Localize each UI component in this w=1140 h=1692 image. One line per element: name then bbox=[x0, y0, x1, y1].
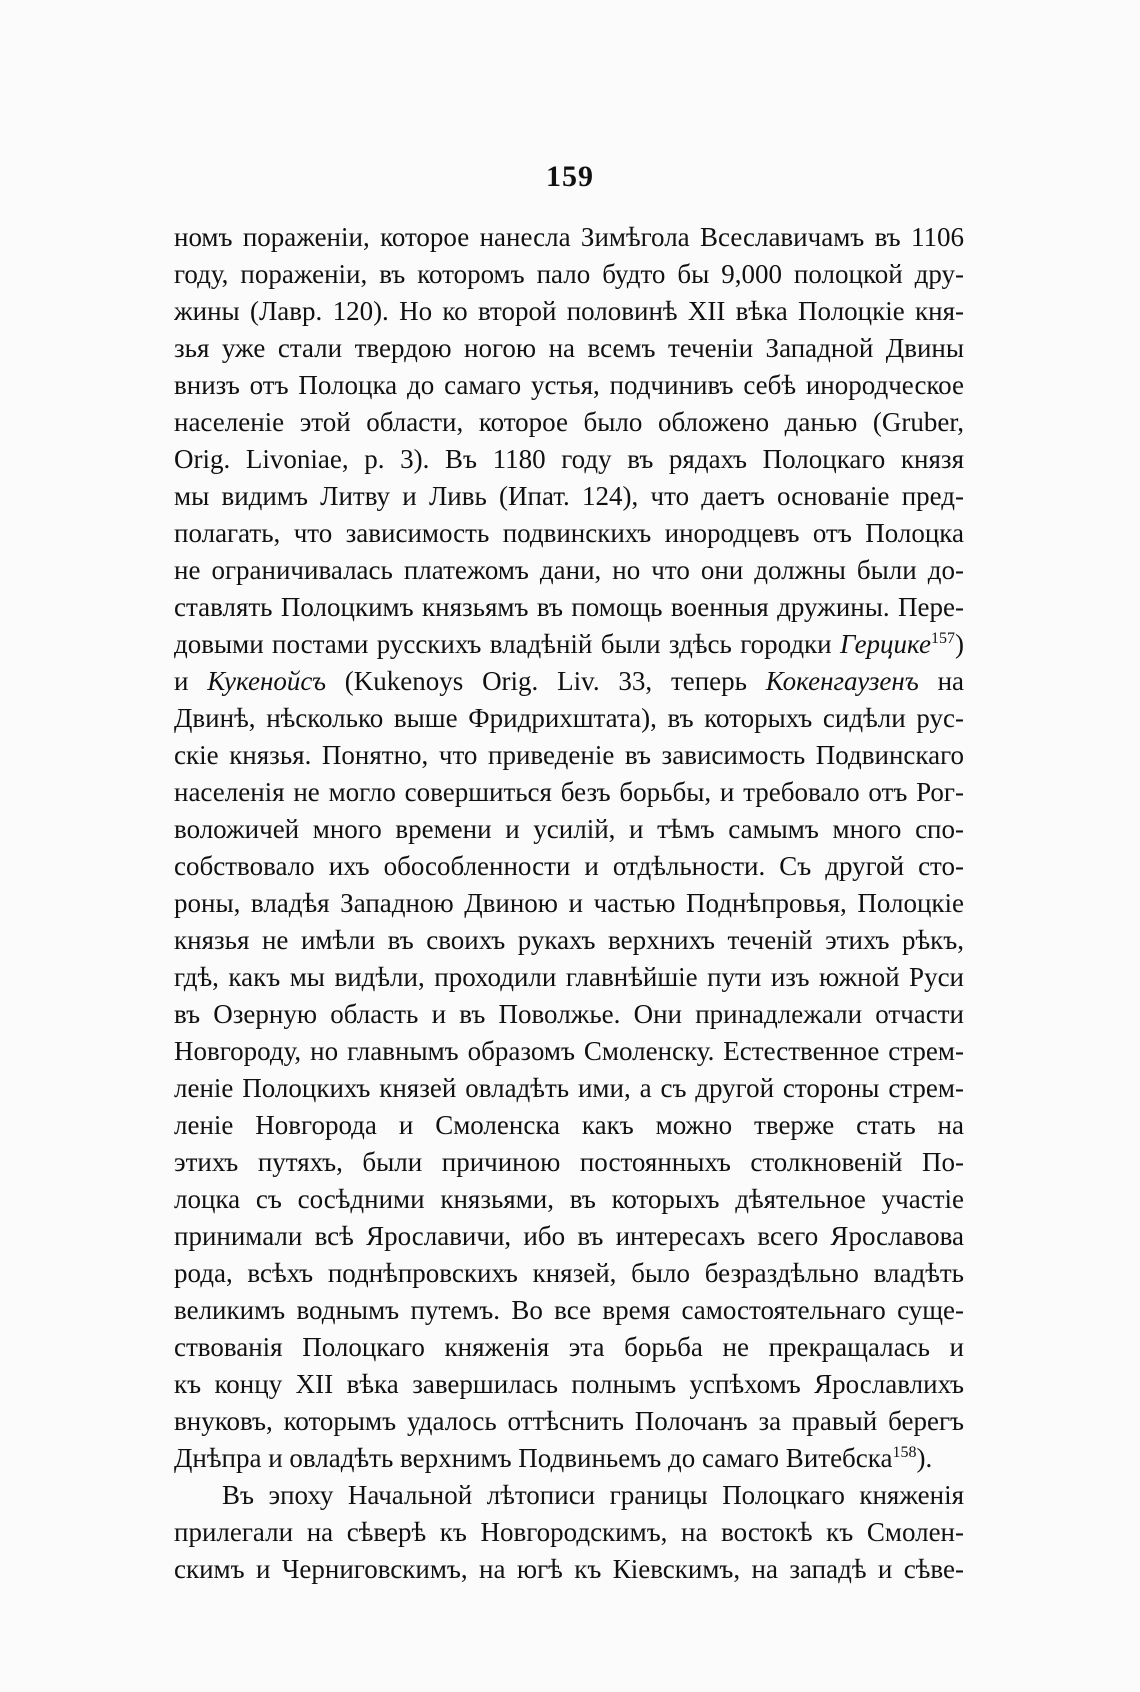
text-line: воложичей много времени и усилій, и тѣмъ самымъ много спо- bbox=[174, 814, 964, 844]
text-line: этихъ путяхъ, были причиною постоянныхъ столкновеній По- bbox=[174, 1147, 964, 1177]
place-name: Герцике bbox=[840, 629, 931, 659]
text-line: жины (Лавр. 120). Но ко второй половинѣ XII вѣка Полоцкіе кня- bbox=[174, 296, 964, 326]
text-line: князья не имѣли въ своихъ рукахъ верхнихъ теченій этихъ рѣкъ, bbox=[174, 925, 964, 955]
footnote-ref: 157 bbox=[931, 630, 955, 647]
place-name: Кукенойсъ bbox=[207, 666, 326, 696]
place-name: Кокенгаузенъ bbox=[765, 666, 919, 696]
line-text: (Kukenoys Orig. Liv. 33, теперь bbox=[325, 666, 766, 696]
paragraph-end-line bbox=[174, 1440, 964, 1477]
text-line: собствовало ихъ обособленности и отдѣльности. Съ другой сто- bbox=[174, 851, 964, 881]
text-line: населенія не могло совершиться безъ борьбы, и требовало отъ Рог- bbox=[174, 777, 964, 807]
text-line: лоцка съ сосѣдними князьями, въ которыхъ дѣятельное участіе bbox=[174, 1184, 964, 1214]
line-text: ) bbox=[955, 629, 964, 659]
text-line: не ограничивалась платежомъ дани, но что они должны были до- bbox=[174, 555, 964, 585]
footnote-ref: 158 bbox=[892, 1444, 917, 1461]
page-number: 159 bbox=[546, 160, 594, 193]
text-line: году, пораженіи, въ которомъ пало будто бы 9,000 полоцкой дру- bbox=[174, 259, 964, 289]
text-line: ставлять Полоцкимъ князьямъ въ помощь военныя дружины. Пере- bbox=[174, 592, 964, 622]
text-line: ствованія Полоцкаго княженія эта борьба не прекращалась и bbox=[174, 1332, 964, 1362]
text-line: рода, всѣхъ поднѣпровскихъ князей, было безраздѣльно владѣть bbox=[174, 1258, 964, 1288]
text-line: къ концу XII вѣка завершилась полнымъ успѣхомъ Ярославлихъ bbox=[174, 1369, 964, 1399]
text-line: роны, владѣя Западною Двиною и частью Поднѣпровья, Полоцкіе bbox=[174, 888, 964, 918]
text-line: Orig. Livoniae, p. 3). Въ 1180 году въ рядахъ Полоцкаго князя bbox=[174, 444, 964, 474]
paragraph-start-line: Въ эпоху Начальной лѣтописи границы Полоцкаго княженія bbox=[222, 1480, 964, 1510]
text-line: Новгороду, но главнымъ образомъ Смоленску. Естественное стрем- bbox=[174, 1036, 964, 1066]
line-text: и bbox=[174, 666, 208, 696]
text-line-with-italics bbox=[174, 663, 964, 700]
text-line: внуковъ, которымъ удалось оттѣснить Полочанъ за правый берегъ bbox=[174, 1406, 964, 1436]
line-text: ). bbox=[916, 1443, 933, 1473]
line-text: довыми постами русскихъ владѣній были здѣсь городки bbox=[174, 629, 841, 659]
text-line-with-footnote bbox=[174, 626, 964, 663]
text-line: въ Озерную область и въ Поволжье. Они принадлежали отчасти bbox=[174, 999, 964, 1029]
text-line: леніе Полоцкихъ князей овладѣть ими, а съ другой стороны стрем- bbox=[174, 1073, 964, 1103]
line-text: Днѣпра и овладѣть верхнимъ Подвиньемъ до самаго Витебска bbox=[174, 1443, 893, 1473]
text-line: номъ пораженіи, которое нанесла Зимѣгола Всеславичамъ въ 1106 bbox=[174, 222, 964, 252]
text-line: зья уже стали твердою ногою на всемъ теченіи Западной Двины bbox=[174, 333, 964, 363]
text-line: скіе князья. Понятно, что приведеніе въ зависимость Подвинскаго bbox=[174, 740, 964, 770]
text-line: прилегали на сѣверѣ къ Новгородскимъ, на востокѣ къ Смолен- bbox=[174, 1517, 964, 1547]
text-line: великимъ воднымъ путемъ. Во все время самостоятельнаго суще- bbox=[174, 1295, 964, 1325]
text-line: скимъ и Черниговскимъ, на югѣ къ Кіевскимъ, на западѣ и сѣве- bbox=[174, 1554, 964, 1584]
text-line: населеніе этой области, которое было обложено данью (Gruber, bbox=[174, 407, 964, 437]
body-text bbox=[174, 219, 964, 1588]
text-line: гдѣ, какъ мы видѣли, проходили главнѣйшіе пути изъ южной Руси bbox=[174, 962, 964, 992]
text-line: Двинѣ, нѣсколько выше Фридрихштата), въ которыхъ сидѣли рус- bbox=[174, 703, 964, 733]
text-line: мы видимъ Литву и Ливь (Ипат. 124), что даетъ основаніе пред- bbox=[174, 481, 964, 511]
text-line: внизъ отъ Полоцка до самаго устья, подчинивъ себѣ инородческое bbox=[174, 370, 964, 400]
text-line: леніе Новгорода и Смоленска какъ можно тверже стать на bbox=[174, 1110, 964, 1140]
text-line: принимали всѣ Ярославичи, ибо въ интересахъ всего Ярославова bbox=[174, 1221, 964, 1251]
line-text: на bbox=[918, 666, 964, 696]
text-line: полагать, что зависимость подвинскихъ инородцевъ отъ Полоцка bbox=[174, 518, 964, 548]
